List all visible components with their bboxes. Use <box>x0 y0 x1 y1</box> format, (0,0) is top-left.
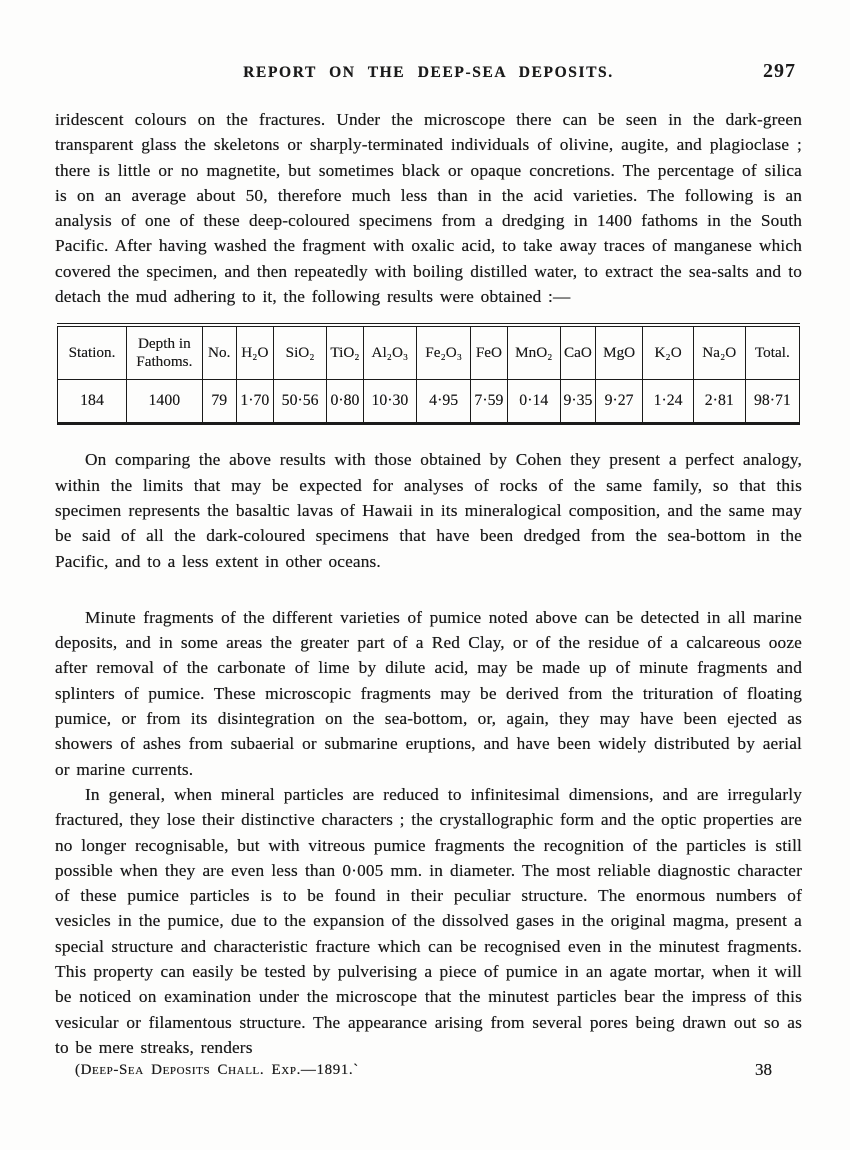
column-header-sio2: SiO₂ <box>273 325 326 380</box>
cell-al2o3: 10·30 <box>363 380 416 424</box>
footer-sheet-number: 38 <box>755 1060 772 1079</box>
paragraph-mineral-particles: In general, when mineral particles are reduced to infinitesimal dimensions, and are irregularly fractured, they lose their distinctive characters ; the crystallographic form and the optic properties are no longer recognisable, but with vitreous pumice fragments the recognition of the particles is still possible when they are even less than 0·005 mm. in diameter. The most reliable diagnostic character of these pumice particles is to be found in their peculiar structure. The enormous numbers of vesicles in the pumice, due to the expansion of the dissolved gases in the original magma, present a special structure and characteristic fracture which can be recognised even in the minutest fragments. This property can easily be tested by pulverising a piece of pumice in an agate mortar, when it will be noticed on examination under the microscope that the minutest particles bear the impress of this vesicular or filamentous structure. The appearance arising from several pores being drawn out so as to be mere streaks, renders <box>55 784 802 1057</box>
column-header-h2o: H₂O <box>236 325 273 380</box>
cell-feo: 7·59 <box>471 380 507 424</box>
analysis-table-wrap <box>57 323 800 425</box>
cell-h2o: 1·70 <box>236 380 273 424</box>
body-text <box>55 107 802 1060</box>
column-header-mgo: MgO <box>595 325 642 380</box>
column-header-al2o3: Al₂O₃ <box>363 325 416 380</box>
cell-cao: 9·35 <box>561 380 596 424</box>
column-header-cao: CaO <box>561 325 596 380</box>
column-header-fe2o3: Fe₂O₃ <box>417 325 471 380</box>
column-header-mno2: MnO₂ <box>507 325 560 380</box>
cell-station: 184 <box>80 392 104 410</box>
running-head <box>55 60 802 90</box>
column-header-no: No. <box>202 325 236 380</box>
column-header-tio2: TiO₂ <box>327 325 363 380</box>
column-header-total: Total. <box>745 325 799 380</box>
page-number: 297 <box>763 60 796 82</box>
paragraph-spacer <box>55 574 802 605</box>
column-header-na2o: Na₂O <box>693 325 745 380</box>
cell-k2o: 1·24 <box>643 380 693 424</box>
column-header-k2o: K₂O <box>643 325 693 380</box>
cell-mno2: 0·14 <box>507 380 560 424</box>
analysis-table <box>57 323 800 425</box>
page-footer <box>55 1060 802 1084</box>
cell-fe2o3: 4·95 <box>417 380 471 424</box>
column-header-feo: FeO <box>471 325 507 380</box>
paragraph-cohen-comparison: On comparing the above results with those obtained by Cohen they present a perfect analogy, within the limits that may be expected for analyses of rocks of the same family, so that this specimen represents the basaltic lavas of Hawaii in its mineralogical composition, and the same may be said of all the dark-coloured specimens that have been dredged from the sea-bottom in the Pacific, and to a less extent in other oceans. <box>55 450 802 571</box>
page-content <box>55 0 802 1060</box>
paragraph-continuation: iridescent colours on the fractures. Under the microscope there can be seen in the dark-green transparent glass the skeletons or sharply-terminated individuals of olivine, augite, and plagioclase ; there is little or no magnetite, but sometimes black or opaque concretions. The percentage of silica is on an average about 50, therefore much less than in the acid varieties. The following is an analysis of one of these deep-coloured specimens from a dredging in 1400 fathoms in the South Pacific. After having washed the fragment with oxalic acid, to take away traces of manganese which covered the specimen, and then repeatedly with boiling distilled water, to extract the sea-salts and to detach the mud adhering to it, the following results were obtained :— <box>55 110 802 307</box>
table-row <box>58 380 800 424</box>
cell-no: 79 <box>202 380 236 424</box>
page-title: REPORT ON THE DEEP-SEA DEPOSITS. <box>243 64 614 81</box>
cell-tio2: 0·80 <box>327 380 363 424</box>
column-header-station: Station. <box>58 325 127 380</box>
paragraph-pumice-fragments: Minute fragments of the different varieties of pumice noted above can be detected in all marine deposits, and in some areas the greater part of a Red Clay, or of the residue of a calcareous ooze after removal of the carbonate of lime by dilute acid, may be made up of minute fragments and splinters of pumice. These microscopic fragments may be derived from the trituration of floating pumice, or from its disintegration on the sea-bottom, or, again, they may have been ejected as showers of ashes from subaerial or submarine eruptions, and have been widely distributed by aerial or marine currents. <box>55 607 802 779</box>
table-header-row <box>58 325 800 380</box>
cell-sio2: 50·56 <box>273 380 326 424</box>
cell-mgo: 9·27 <box>595 380 642 424</box>
cell-na2o: 2·81 <box>693 380 745 424</box>
footer-signature: (Deep-Sea Deposits Chall. Exp.—1891.` <box>75 1062 359 1078</box>
cell-depth: 1400 <box>127 380 203 424</box>
column-header-depth: Depth in Fathoms. <box>127 325 203 380</box>
cell-total: 98·71 <box>745 380 799 424</box>
